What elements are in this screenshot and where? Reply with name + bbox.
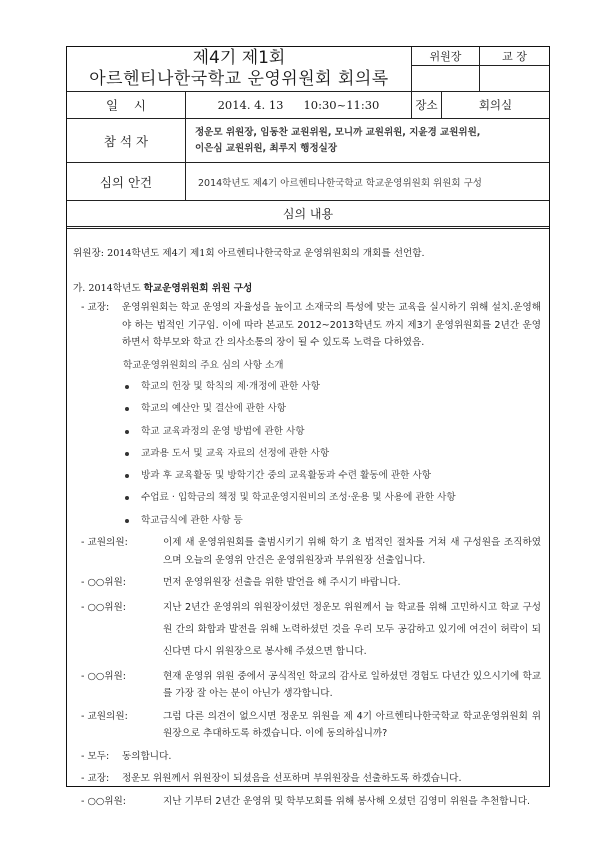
minutes-entry — [73, 574, 541, 592]
minutes-entry — [73, 793, 541, 811]
title-committee: 아르헨티나한국학교 운영위원회 회의록 — [89, 69, 389, 89]
deliberation-list-intro: 학교운영위원회의 주요 심의 사항 소개 — [123, 359, 284, 371]
content-header: 심의 내용 — [282, 207, 334, 221]
deliberation-items-list — [73, 376, 541, 532]
minutes-entry-principal-intro — [73, 299, 541, 352]
approval-box-principal — [480, 47, 549, 91]
attendees-value — [186, 119, 549, 162]
minutes-entry — [73, 708, 541, 743]
entry-text: 지난 2년간 운영위의 위원장이셨던 정운모 위원께서 늘 학교를 위해 고민하시고 학교 구성원 간의 화합과 발전을 위해 노력하셨던 것을 우리 모두 공감하고 있기에 여건이 허락이 되신다면 다시 위원장으로 봉사해 주셨으면 합니다. — [163, 601, 541, 657]
speaker-label: - ○○위원: — [81, 670, 127, 682]
date-label: 일 시 — [67, 92, 186, 118]
meeting-minutes-document — [66, 46, 550, 807]
approval-label-principal: 교 장 — [480, 47, 549, 66]
opening-statement: 위원장: 2014학년도 제4기 제1회 아르헨티나한국학교 운영위원회의 개회를 선언함. — [73, 248, 425, 259]
list-item: 수업료 · 입학금의 책정 및 학교운영지원비의 조성·운용 및 사용에 관한 사항 — [123, 487, 541, 509]
entry-text: 이제 새 운영위원회를 출범시키기 위해 학기 초 법적인 절차를 거쳐 새 구성원을 조직하였으며 오늘의 운영위 안건은 운영위원장과 부위원장 선출입니다. — [163, 537, 541, 566]
section-heading — [73, 280, 541, 298]
attendees-line-1: 정운모 위원장, 임동찬 교원위원, 모니까 교원위원, 지윤경 교원위원, — [195, 126, 481, 138]
minutes-entry — [73, 770, 541, 788]
entry-text: 먼저 운영위원장 선출을 위한 발언을 해 주시기 바랍니다. — [163, 577, 401, 589]
speaker-label: - ○○위원: — [81, 795, 127, 807]
agenda-row — [67, 163, 549, 201]
entry-text: 그럼 다른 의견이 없으시면 정운모 위원을 제 4기 아르헨티나한국학교 학교운영위원회 위원장으로 추대하도록 하겠습니다. 이에 동의하십니까? — [163, 710, 541, 740]
speaker-label: - 교장: — [81, 302, 110, 313]
list-item: 학교급식에 관한 사항 등 — [123, 510, 541, 532]
list-item: 학교 교육과정의 운영 방법에 관한 사항 — [123, 421, 541, 443]
minutes-entry — [73, 597, 541, 663]
speaker-label: - 모두: — [81, 750, 110, 762]
speaker-label: - 교원의원: — [81, 710, 128, 722]
minutes-entry — [73, 534, 541, 569]
section-prefix: 가. 2014학년도 — [73, 282, 144, 294]
list-item: 학교의 헌장 및 학칙의 제·개정에 관한 사항 — [123, 376, 541, 398]
place-label: 장소 — [412, 92, 442, 118]
approval-label-chair: 위원장 — [412, 47, 479, 66]
entry-text: 현재 운영위 위원 중에서 공식적인 학교의 감사로 일하셨던 경험도 다년간 있으시기에 학교를 가장 잘 아는 분이 아닌가 생각합니다. — [163, 670, 541, 700]
speaker-label: - ○○위원: — [81, 577, 127, 589]
approval-box-chair — [412, 47, 480, 91]
date-value — [186, 92, 412, 118]
attendees-line-2: 이은심 교원위원, 최루지 행정실장 — [195, 142, 338, 154]
list-item: 방과 후 교육활동 및 방학기간 중의 교육활동과 수련 활동에 관한 사항 — [123, 465, 541, 487]
attendees-label: 참 석 자 — [67, 119, 186, 162]
entry-text: 운영위원회는 학교 운영의 자율성을 높이고 소재국의 특성에 맞는 교육을 실시하기 위해 설치.운영해야 하는 법적인 기구임. 이에 따라 본교도 2012~2013학년도 까지 제3기 운영위원회를 2년간 운영하면서 학부모와 학교 간 의사소통의 장이 될 수 있도록 노력을 다하였음. — [122, 302, 541, 348]
agenda-value: 2014학년도 제4기 아르헨티나한국학교 학교운영위원회 위원회 구성 — [198, 177, 482, 189]
entry-text: 정운모 위원께서 위원장이 되셨음을 선포하며 부위원장을 선출하도록 하겠습니다. — [122, 773, 462, 785]
minutes-body — [67, 232, 549, 807]
content-header-row — [67, 201, 549, 229]
entry-text: 지난 기부터 2년간 운영위 및 학부모회를 위해 봉사해 오셨던 김영미 위원을 추천합니다. — [163, 795, 531, 807]
speaker-label: - 교원의원: — [81, 537, 128, 549]
attendees-row — [67, 119, 549, 163]
title-row — [67, 47, 549, 92]
speaker-label: - 교장: — [81, 773, 110, 785]
list-item: 학교의 예산안 및 결산에 관한 사항 — [123, 398, 541, 420]
meeting-date: 2014. 4. 13 — [217, 98, 284, 112]
speaker-label: - ○○위원: — [81, 601, 127, 613]
section-title: 학교운영위원회 위원 구성 — [143, 282, 253, 294]
minutes-entry — [73, 668, 541, 703]
minutes-entry — [73, 748, 541, 766]
entry-text: 동의합니다. — [122, 750, 172, 762]
place-value: 회의실 — [478, 98, 513, 112]
document-title — [67, 47, 412, 91]
title-session: 제4기 제1회 — [192, 48, 286, 68]
agenda-label: 심의 안건 — [67, 163, 186, 200]
meeting-time: 10:30~11:30 — [303, 98, 380, 112]
list-item: 교과용 도서 및 교육 자료의 선정에 관한 사항 — [123, 443, 541, 465]
date-row — [67, 92, 549, 119]
